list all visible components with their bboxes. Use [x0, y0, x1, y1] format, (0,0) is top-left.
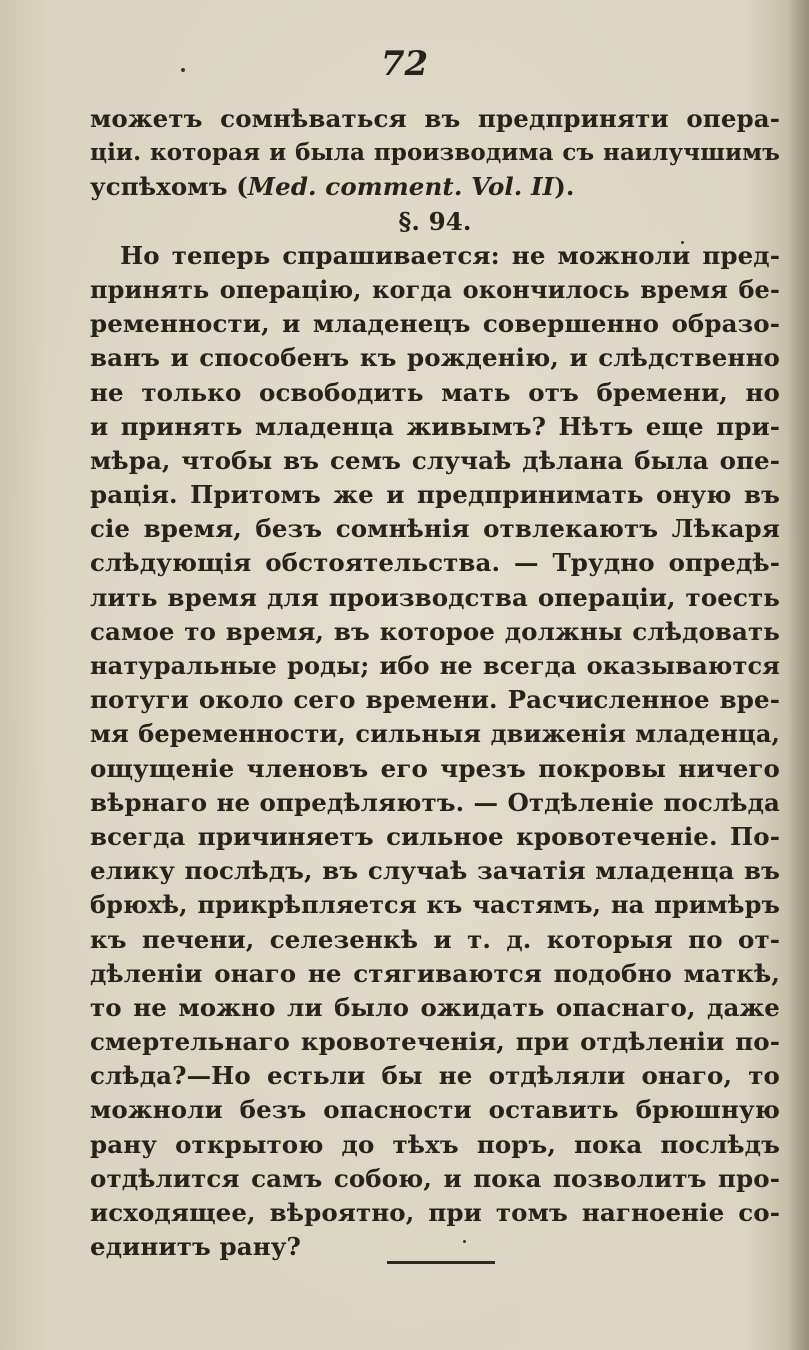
section-heading: §. 94. [398, 206, 472, 236]
text-line: сіе время, безъ сомнѣнія отвлекаютъ Лѣкаря [90, 514, 780, 544]
text-line: ременности, и младенецъ совершенно образо- [90, 309, 780, 339]
text-line: можноли безъ опасности оставить брюшную [90, 1095, 780, 1125]
text-line: единитъ рану? [90, 1232, 301, 1262]
text-line: не только освободить мать отъ бремени, но [90, 377, 780, 407]
text-line: можетъ сомнѣваться въ предприняти опера- [90, 104, 780, 133]
text-line: смертельнаго кровотеченія, при отдѣленіи по- [90, 1027, 780, 1057]
page-edge-shadow [787, 0, 809, 1350]
text-line: рану открытою до тѣхъ поръ, пока послѣдъ [90, 1129, 780, 1159]
citation: Med. comment. Vol. II [247, 172, 555, 202]
text-line: елику послѣдъ, въ случаѣ зачатія младенца въ [90, 856, 780, 886]
text-line: ціи. которая и была производима съ наилучшимъ [90, 139, 780, 167]
end-rule [387, 1261, 495, 1264]
text-line: и принять младенца живымъ? Нѣтъ еще при- [90, 411, 780, 441]
text-line: къ печени, селезенкѣ и т. д. которыя по от- [90, 924, 780, 954]
text-line: дѣленіи онаго не стягиваются подобно маткѣ, [90, 958, 780, 988]
text-line: лить время для производства операціи, тоесть [90, 582, 780, 612]
text-line: слѣдующія обстоятельства. — Трудно опредѣ- [90, 548, 780, 578]
text-line: исходящее, вѣроятно, при томъ нагноеніе со- [90, 1198, 780, 1227]
text-line: Но теперь спрашивается: не можноли пред- [120, 240, 780, 270]
page-number: 72 [380, 44, 429, 84]
text-line: мѣра, чтобы въ семъ случаѣ дѣлана была опе- [90, 445, 780, 475]
text-line: самое то время, въ которое должны слѣдовать [90, 616, 780, 646]
text-fragment: успѣхомъ ( [90, 172, 248, 202]
text-line: принять операцію, когда окончилось время бе- [90, 274, 780, 304]
text-line [90, 170, 780, 204]
text-line: мя беременности, сильныя движенія младенца, [90, 719, 780, 749]
text-line: рація. Притомъ же и предпринимать оную въ [90, 480, 780, 510]
text-line: отдѣлится самъ собою, и пока позволитъ про- [90, 1163, 780, 1193]
text-line: натуральные роды; ибо не всегда оказываются [90, 651, 780, 680]
text-line: слѣда?—Но естьли бы не отдѣляли онаго, то [90, 1061, 780, 1091]
text-line: ощущеніе членовъ его чрезъ покровы ничего [90, 753, 780, 783]
text-line: всегда причиняетъ сильное кровотеченіе. По- [90, 821, 780, 851]
text-fragment: ). [554, 172, 575, 202]
text-line: брюхѣ, прикрѣпляется къ частямъ, на примѣръ [90, 890, 780, 920]
text-line: ванъ и способенъ къ рожденію, и слѣдственно [90, 343, 780, 373]
text-line: то не можно ли было ожидать опаснаго, даже [90, 992, 780, 1022]
text-line: потуги около сего времени. Расчисленное вре- [90, 685, 780, 715]
text-line: вѣрнаго не опредѣляютъ. — Отдѣленіе послѣда [90, 787, 780, 817]
body-text [90, 102, 780, 1264]
